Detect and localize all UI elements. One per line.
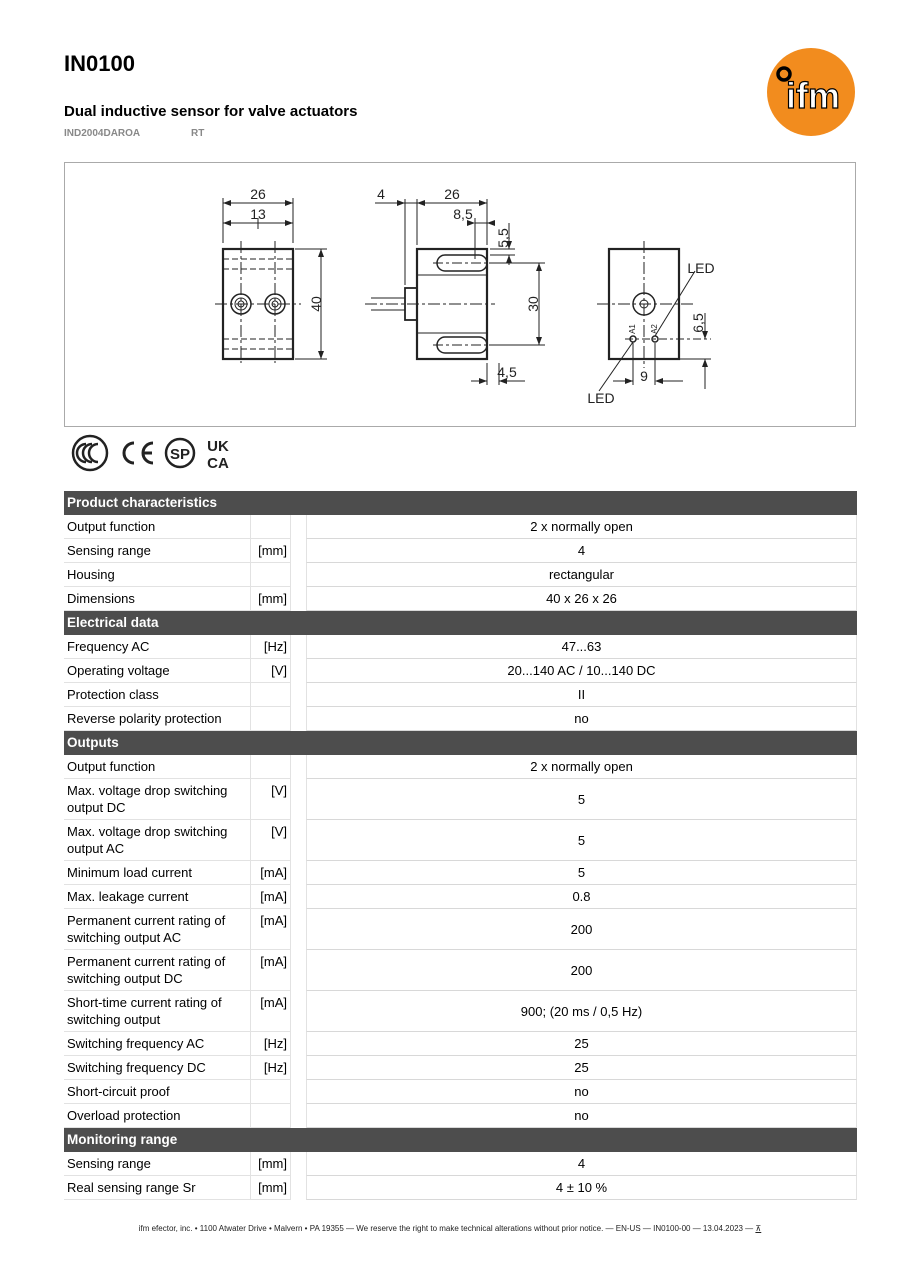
spec-row: [64, 539, 857, 563]
svg-text:13: 13: [250, 206, 266, 222]
dimension-drawing: [64, 162, 856, 427]
spec-unit: [251, 515, 291, 539]
spec-unit: [251, 707, 291, 731]
spec-unit: [V]: [251, 659, 291, 683]
svg-text:CA: CA: [207, 455, 229, 472]
spec-value: 40 x 26 x 26: [306, 587, 857, 611]
spec-value: 4: [306, 539, 857, 563]
spacer: [291, 635, 306, 659]
spec-row: [64, 1152, 857, 1176]
spec-row: [64, 1080, 857, 1104]
spec-value: no: [306, 1104, 857, 1128]
article-code: IND2004DAROA: [64, 128, 141, 139]
spec-row: [64, 1176, 857, 1200]
spec-unit: [mA]: [251, 861, 291, 885]
spacer: [291, 909, 306, 950]
spec-row: [64, 779, 857, 820]
product-title: IN0100: [64, 51, 135, 76]
section-title: Outputs: [64, 731, 857, 755]
spacer: [291, 991, 306, 1032]
spec-value: 900; (20 ms / 0,5 Hz): [306, 991, 857, 1032]
svg-text:26: 26: [444, 186, 460, 202]
section-header: [64, 491, 857, 515]
spec-name: Switching frequency AC: [64, 1032, 251, 1056]
product-codes: [64, 128, 204, 139]
spec-value: II: [306, 683, 857, 707]
svg-text:26: 26: [250, 186, 266, 202]
spec-name: Output function: [64, 515, 251, 539]
spec-unit: [mA]: [251, 909, 291, 950]
spec-value: 5: [306, 861, 857, 885]
spec-unit: [mm]: [251, 539, 291, 563]
spacer: [291, 1080, 306, 1104]
back-view: [587, 241, 714, 406]
spec-name: Dimensions: [64, 587, 251, 611]
spec-unit: [251, 755, 291, 779]
spacer: [291, 707, 306, 731]
spec-name: Frequency AC: [64, 635, 251, 659]
spec-unit: [mm]: [251, 587, 291, 611]
culus-icon: [73, 436, 107, 470]
spec-unit: [251, 1104, 291, 1128]
front-view: [215, 186, 327, 363]
spec-value: 0.8: [306, 885, 857, 909]
section-header: [64, 611, 857, 635]
spec-name: Operating voltage: [64, 659, 251, 683]
footer-text: ifm efector, inc. • 1100 Atwater Drive • Malvern • PA 19355 — We reserve the right to make technical alterations without prior notice. — EN-US — IN0100-00 — 13.04.2023 —: [138, 1224, 756, 1233]
svg-text:4,5: 4,5: [497, 364, 517, 380]
ifm-logo: [767, 48, 855, 136]
spacer: [291, 515, 306, 539]
svg-text:UK: UK: [207, 438, 229, 455]
spec-value: 5: [306, 779, 857, 820]
spec-unit: [Hz]: [251, 635, 291, 659]
spec-row: [64, 909, 857, 950]
spec-unit: [Hz]: [251, 1032, 291, 1056]
section-title: Electrical data: [64, 611, 857, 635]
svg-text:40: 40: [308, 296, 324, 312]
spacer: [291, 659, 306, 683]
spec-row: [64, 1104, 857, 1128]
spacer: [291, 1056, 306, 1080]
spec-value: 4: [306, 1152, 857, 1176]
spec-name: Housing: [64, 563, 251, 587]
spec-row: [64, 707, 857, 731]
section-title: Product characteristics: [64, 491, 857, 515]
spec-unit: [V]: [251, 779, 291, 820]
certification-marks: [68, 433, 238, 473]
spec-value: 20...140 AC / 10...140 DC: [306, 659, 857, 683]
spec-value: no: [306, 707, 857, 731]
spec-row: [64, 1032, 857, 1056]
spec-value: 200: [306, 909, 857, 950]
spacer: [291, 1152, 306, 1176]
spec-value: 25: [306, 1056, 857, 1080]
spec-row: [64, 635, 857, 659]
spec-unit: [251, 1080, 291, 1104]
spacer: [291, 755, 306, 779]
spec-name: Overload protection: [64, 1104, 251, 1128]
spec-name: Real sensing range Sr: [64, 1176, 251, 1200]
svg-text:LED: LED: [587, 390, 615, 406]
spec-row: [64, 991, 857, 1032]
spec-name: Minimum load current: [64, 861, 251, 885]
spec-name: Short-time current rating of switching output: [64, 991, 251, 1032]
spec-unit: [V]: [251, 820, 291, 861]
svg-text:4: 4: [377, 186, 385, 202]
footer-mark: ⊼: [755, 1224, 762, 1233]
svg-text:A1: A1: [628, 324, 637, 334]
spec-name: Switching frequency DC: [64, 1056, 251, 1080]
spec-name: Protection class: [64, 683, 251, 707]
spec-value: 25: [306, 1032, 857, 1056]
spec-name: Max. voltage drop switching output DC: [64, 779, 251, 820]
spec-unit: [251, 563, 291, 587]
spec-row: [64, 950, 857, 991]
spec-name: Max. voltage drop switching output AC: [64, 820, 251, 861]
svg-text:6,5: 6,5: [690, 313, 706, 333]
spec-row: [64, 683, 857, 707]
spec-unit: [mA]: [251, 885, 291, 909]
product-subtitle: Dual inductive sensor for valve actuators: [64, 103, 358, 120]
spec-row: [64, 755, 857, 779]
section-header: [64, 731, 857, 755]
spacer: [291, 587, 306, 611]
ukca-icon: [207, 438, 229, 472]
spacer: [291, 1176, 306, 1200]
spec-row: [64, 563, 857, 587]
spec-name: Sensing range: [64, 1152, 251, 1176]
spacer: [291, 563, 306, 587]
spec-name: Output function: [64, 755, 251, 779]
spec-value: 5: [306, 820, 857, 861]
svg-text:5,5: 5,5: [495, 228, 511, 248]
svg-text:8,5: 8,5: [453, 206, 473, 222]
spec-row: [64, 515, 857, 539]
spec-value: 2 x normally open: [306, 515, 857, 539]
spec-row: [64, 587, 857, 611]
spacer: [291, 1104, 306, 1128]
page-footer: [0, 1224, 900, 1233]
spec-name: Sensing range: [64, 539, 251, 563]
spec-row: [64, 659, 857, 683]
spec-unit: [mm]: [251, 1176, 291, 1200]
spec-table: [64, 491, 857, 1200]
spec-value: 4 ± 10 %: [306, 1176, 857, 1200]
spec-unit: [mm]: [251, 1152, 291, 1176]
spacer: [291, 885, 306, 909]
variant-code: RT: [191, 128, 205, 139]
spacer: [291, 539, 306, 563]
spacer: [291, 950, 306, 991]
spec-name: Short-circuit proof: [64, 1080, 251, 1104]
spec-row: [64, 1056, 857, 1080]
spec-name: Permanent current rating of switching output DC: [64, 950, 251, 991]
spec-value: 47...63: [306, 635, 857, 659]
spec-value: 2 x normally open: [306, 755, 857, 779]
csa-icon: [166, 439, 194, 467]
svg-text:30: 30: [525, 296, 541, 312]
ce-mark-icon: [124, 443, 153, 463]
spec-row: [64, 820, 857, 861]
svg-text:9: 9: [640, 368, 648, 384]
spacer: [291, 820, 306, 861]
svg-text:LED: LED: [687, 260, 715, 276]
spec-unit: [mA]: [251, 991, 291, 1032]
section-title: Monitoring range: [64, 1128, 857, 1152]
side-view: [365, 186, 545, 385]
spacer: [291, 861, 306, 885]
section-header: [64, 1128, 857, 1152]
spec-unit: [251, 683, 291, 707]
spacer: [291, 1032, 306, 1056]
spec-value: 200: [306, 950, 857, 991]
spec-name: Reverse polarity protection: [64, 707, 251, 731]
spec-row: [64, 861, 857, 885]
spec-name: Permanent current rating of switching output AC: [64, 909, 251, 950]
svg-text:SP: SP: [169, 446, 191, 463]
spec-row: [64, 885, 857, 909]
spec-value: no: [306, 1080, 857, 1104]
logo-text: ifm: [786, 75, 840, 116]
spacer: [291, 779, 306, 820]
spacer: [291, 683, 306, 707]
spec-value: rectangular: [306, 563, 857, 587]
svg-text:A2: A2: [650, 324, 659, 334]
spec-unit: [mA]: [251, 950, 291, 991]
spec-name: Max. leakage current: [64, 885, 251, 909]
spec-unit: [Hz]: [251, 1056, 291, 1080]
